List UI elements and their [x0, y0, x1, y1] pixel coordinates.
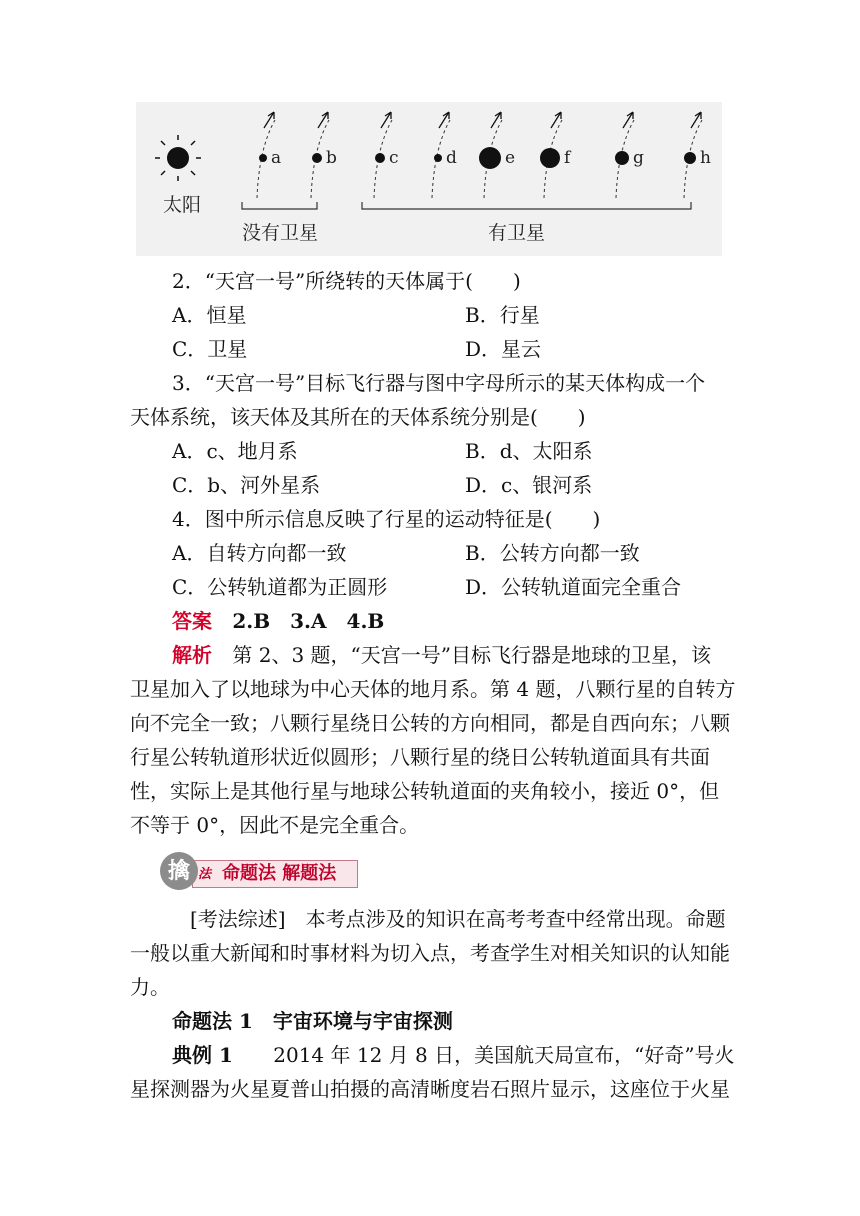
example-1-line2: 星探测器为火星夏普山拍摄的高清晰度岩石照片显示，这座位于火星	[130, 1077, 730, 1101]
planet-a	[259, 154, 267, 162]
planet-d	[434, 154, 442, 162]
analysis-line2: 卫星加入了以地球为中心天体的地月系。第 4 题，八颗行星的自转方	[130, 677, 736, 701]
no-moon-label: 没有卫星	[242, 222, 319, 244]
analysis-line6: 不等于 0°，因此不是完全重合。	[130, 813, 420, 837]
planet-label-c: c	[389, 148, 399, 168]
example-1-line1	[172, 1038, 735, 1072]
q2-option-d: D．星云	[465, 337, 542, 361]
q2-option-c: C．卫星	[172, 337, 248, 361]
analysis-line5: 性，实际上是其他行星与地球公转轨道面的夹角较小，接近 0°，但	[130, 779, 720, 803]
q3-option-d: D．c、银河系	[465, 473, 593, 497]
planet-label-f: f	[564, 148, 571, 168]
planet-g	[615, 151, 629, 165]
q2-option-b: B．行星	[465, 303, 540, 327]
q4-option-c: C．公转轨道都为正圆形	[172, 575, 388, 599]
planet-e	[479, 147, 501, 169]
answer-text: 2.B 3.A 4.B	[232, 609, 385, 633]
q2-option-a: A．恒星	[172, 303, 247, 327]
example-1-text: 2014 年 12 月 8 日，美国航天局宣布，“好奇”号火	[273, 1043, 735, 1067]
q4-option-a: A．自转方向都一致	[172, 541, 347, 565]
analysis-text-1: 第 2、3 题，“天宫一号”目标飞行器是地球的卫星，该	[232, 643, 711, 667]
group-brackets	[242, 202, 691, 209]
q3-option-b: B．d、太阳系	[465, 439, 593, 463]
section-badge	[160, 850, 358, 892]
example-1-label: 典例 1	[172, 1043, 233, 1067]
solar-system-figure	[136, 102, 722, 256]
summary-line3: 力。	[130, 975, 170, 999]
planet-b	[312, 153, 322, 163]
question-3-stem-line1: 3．“天宫一号”目标飞行器与图中字母所示的某天体构成一个	[172, 371, 706, 395]
summary-line1: [考法综述] 本考点涉及的知识在高考考查中经常出现。命题	[190, 907, 726, 931]
answer-label: 答案	[172, 609, 212, 633]
question-2-stem: 2．“天宫一号”所绕转的天体属于( )	[172, 269, 521, 293]
planet-c	[375, 153, 385, 163]
q4-option-b: B．公转方向都一致	[465, 541, 640, 565]
planet-label-a: a	[271, 148, 282, 168]
bracket-no-moon	[242, 202, 317, 209]
q4-option-d: D．公转轨道面完全重合	[465, 575, 682, 599]
planet-label-d: d	[446, 148, 457, 168]
solar-system-diagram	[136, 102, 722, 256]
has-moon-label: 有卫星	[488, 222, 546, 244]
badge-sub: 法	[198, 867, 212, 882]
planet-label-h: h	[700, 148, 711, 168]
badge-circle-icon: 擒	[160, 852, 198, 890]
analysis-line4: 行星公转轨道形状近似圆形；八颗行星的绕日公转轨道面具有共面	[130, 745, 710, 769]
planet-label-b: b	[326, 148, 337, 168]
sun-label: 太阳	[163, 194, 202, 216]
bracket-has-moon	[362, 202, 691, 209]
analysis-line3: 向不完全一致；八颗行星绕日公转的方向相同，都是自西向东；八颗	[130, 711, 730, 735]
planet-f	[540, 148, 560, 168]
question-3-stem-line2: 天体系统，该天体及其所在的天体系统分别是( )	[130, 405, 586, 429]
planet-h	[684, 152, 696, 164]
planet-label-g: g	[633, 148, 644, 168]
planet-label-e: e	[505, 148, 516, 168]
badge-title: 命题法 解题法	[222, 863, 337, 884]
analysis-line1	[172, 638, 711, 672]
question-4-stem: 4．图中所示信息反映了行星的运动特征是( )	[172, 507, 601, 531]
answer-row	[172, 604, 384, 638]
analysis-label: 解析	[172, 643, 212, 667]
q3-option-a: A．c、地月系	[172, 439, 298, 463]
method-1-title: 命题法 1 宇宙环境与宇宙探测	[172, 1009, 453, 1033]
sun-icon	[155, 135, 201, 181]
summary-line2: 一般以重大新闻和时事材料为切入点，考查学生对相关知识的认知能	[130, 941, 730, 965]
q3-option-c: C．b、河外星系	[172, 473, 321, 497]
